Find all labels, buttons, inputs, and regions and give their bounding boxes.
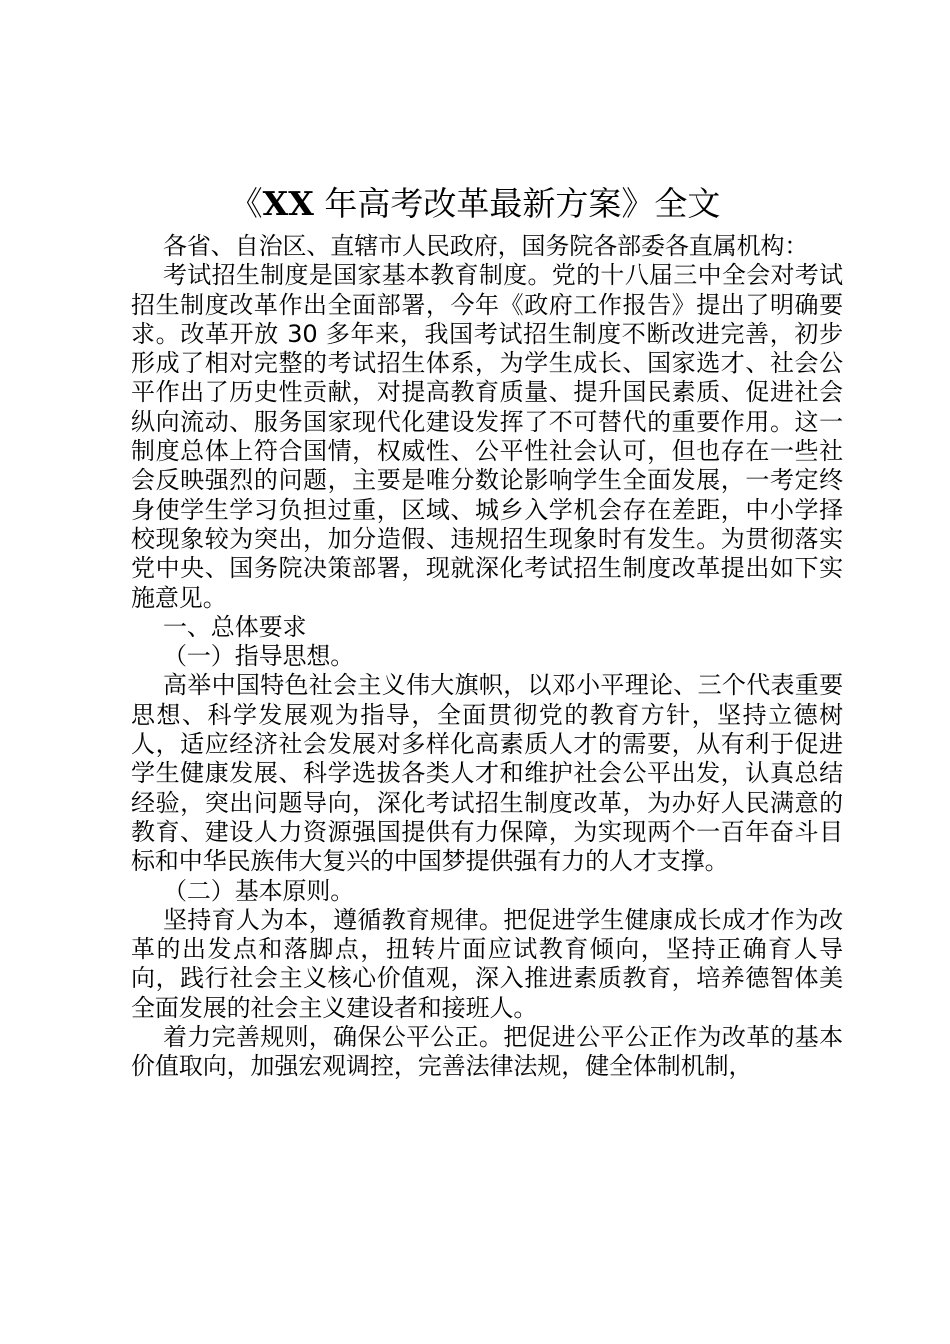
- document-title: [0, 181, 950, 227]
- subheading-basic-principles: （二）基本原则。: [163, 876, 355, 905]
- document-body: [131, 232, 843, 1082]
- paragraph-principle-fairness: 着力完善规则，确保公平公正。把促进公平公正作为改革的基本价值取向，加强宏观调控，完善法律法规，健全体制机制，: [131, 1023, 843, 1081]
- paragraph-principle-education: 坚持育人为本，遵循教育规律。把促进学生健康成长成才作为改革的出发点和落脚点，扭转片面应试教育倾向，坚持正确育人导向，践行社会主义核心价值观，深入推进素质教育，培养德智体美全面发展的社会主义建设者和接班人。: [131, 905, 843, 1022]
- subheading-guiding-ideology: （一）指导思想。: [163, 642, 355, 671]
- title-open-bracket: 《: [229, 184, 263, 223]
- addressee: 各省、自治区、直辖市人民政府，国务院各部委各直属机构：: [163, 232, 809, 260]
- paragraph-guiding-ideology: 高举中国特色社会主义伟大旗帜，以邓小平理论、三个代表重要思想、科学发展观为指导，全面贯彻党的教育方针，坚持立德树人，适应经济社会发展对多样化高素质人才的需要，从有利于促进学生健康发展、科学选拔各类人才和维护社会公平出发，认真总结经验，突出问题导向，深化考试招生制度改革，为办好人民满意的教育、建设人力资源强国提供有力保障，为实现两个一百年奋斗目标和中华民族伟大复兴的中国梦提供强有力的人才支撑。: [131, 671, 843, 876]
- title-latin: XX: [262, 184, 314, 223]
- section-heading-general-requirements: 一、总体要求: [163, 612, 307, 641]
- title-text: 年高考改革最新方案》全文: [313, 184, 721, 223]
- paragraph-intro: 考试招生制度是国家基本教育制度。党的十八届三中全会对考试招生制度改革作出全面部署，今年《政府工作报告》提出了明确要求。改革开放 30 多年来，我国考试招生制度不断改进完善，初步形成了相对完整的考试招生体系，为学生成长、国家选才、社会公平作出了历史性贡献，对提高教育质量、提升国民素质、促进社会纵向流动、服务国家现代化建设发挥了不可替代的重要作用。这一制度总体上符合国情，权威性、公平性社会认可，但也存在一些社会反映强烈的问题，主要是唯分数论影响学生全面发展，一考定终身使学生学习负担过重，区域、城乡入学机会存在差距，中小学择校现象较为突出，加分造假、违规招生现象时有发生。为贯彻落实党中央、国务院决策部署，现就深化考试招生制度改革提出如下实施意见。: [131, 261, 843, 612]
